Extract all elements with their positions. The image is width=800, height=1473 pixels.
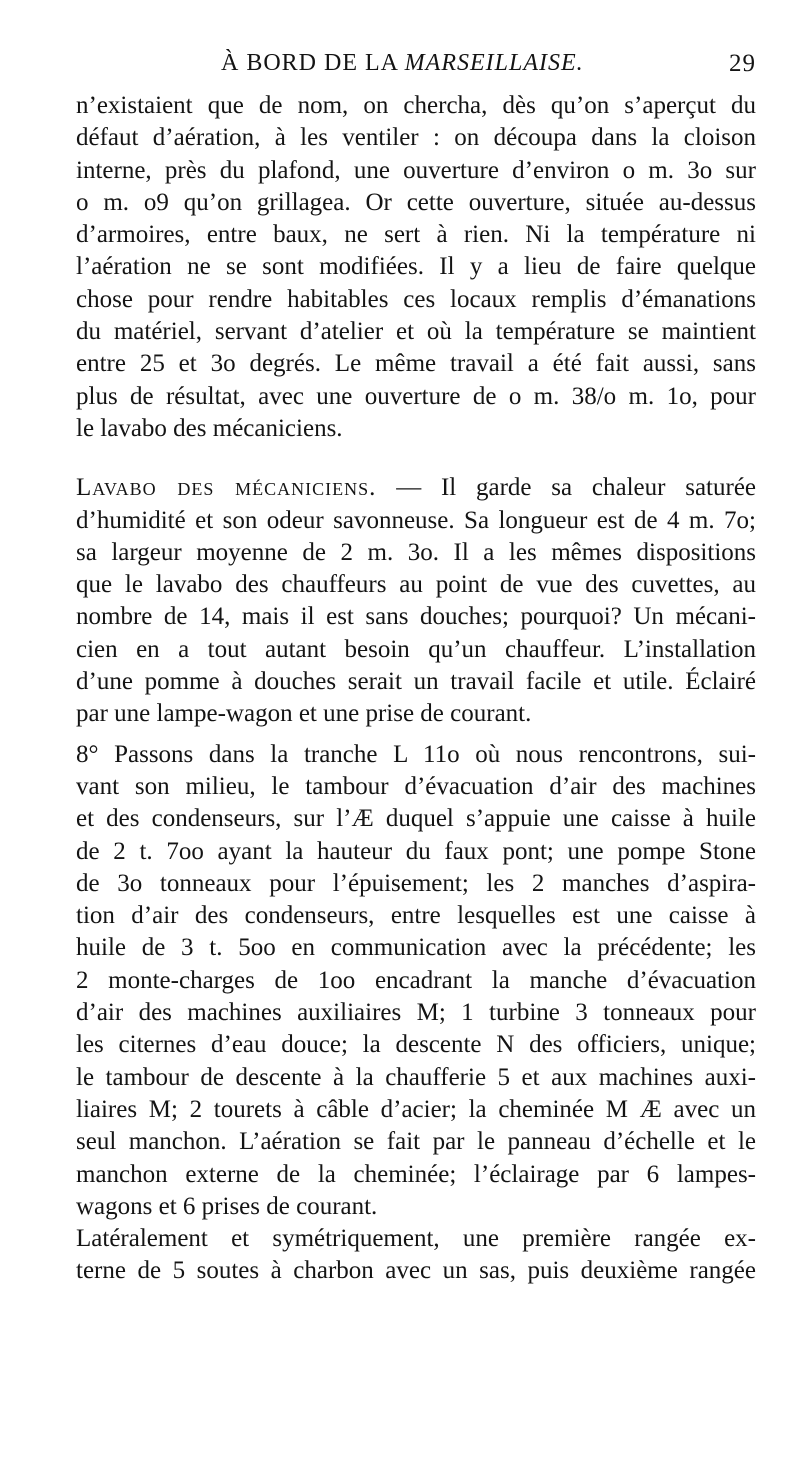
paragraph-soutes [76, 1223, 756, 1288]
text-line: d’humidité et son odeur savonneuse. Sa longueur est de 4 m. 7o; [76, 506, 756, 534]
text-line: n’existaient que de nom, on chercha, dès qu’on s’aperçut du [76, 92, 756, 119]
text-line: d’air des machines auxiliaires M; 1 turbine 3 tonneaux pour [76, 999, 756, 1027]
text-line: interne, près du plafond, une ouverture d’environ o m. 3o sur [76, 156, 756, 184]
text-line: de 2 t. 7oo ayant la hauteur du faux pont; une pompe Stone [76, 837, 756, 865]
paragraph-ventilation [76, 90, 756, 445]
text-line: sa largeur moyenne de 2 m. 3o. Il a les mêmes dispositions [76, 538, 756, 566]
text-line: nombre de 14, mais il est sans douches; pourquoi? Un mécani- [76, 603, 756, 631]
running-title-ship-name: MARSEILLAISE. [404, 50, 584, 76]
paragraph-gap [76, 731, 756, 739]
text-line: plus de résultat, avec une ouverture de o m. 38/o m. 1o, pour [76, 382, 756, 410]
text-line: et des condenseurs, sur l’Æ duquel s’appuie une caisse à huile [76, 805, 756, 833]
text-line-rest: — Il garde sa chaleur saturée [376, 474, 756, 502]
text-line: manchon externe de la cheminée; l’éclairage par 6 lampes- [76, 1160, 756, 1188]
text-line: défaut d’aération, à les ventiler : on découpa dans la cloison [76, 124, 756, 152]
text-line: terne de 5 soutes à charbon avec un sas, puis deuxième rangée [76, 1257, 756, 1285]
text-line: chose pour rendre habitables ces locaux remplis d’émanations [76, 285, 756, 313]
text-line: huile de 3 t. 5oo en communication avec la précédente; les [76, 934, 756, 962]
text-line: de 3o tonneaux pour l’épuisement; les 2 manches d’aspira- [76, 869, 756, 897]
text-line: l’aération ne se sont modifiées. Il y a lieu de faire quelque [76, 253, 756, 281]
running-title-prefix: À BORD DE LA [221, 50, 405, 76]
book-page [76, 50, 756, 1288]
text-line: 8° Passons dans la tranche L 11o où nous rencontrons, sui- [76, 740, 756, 768]
text-line: Latéralement et symétriquement, une première rangée ex- [76, 1225, 756, 1253]
text-line: le tambour de descente à la chaufferie 5 et aux machines auxi- [76, 1063, 756, 1091]
text-line: tion d’air des condenseurs, entre lesquelles est une caisse à [76, 902, 756, 930]
text-line: du matériel, servant d’atelier et où la température se maintient [76, 318, 756, 346]
running-head [76, 50, 756, 90]
text-line: 2 monte-charges de 1oo encadrant la manche d’évacuation [76, 966, 756, 994]
running-title [221, 50, 584, 77]
text-line: o m. o9 qu’on grillagea. Or cette ouverture, située au-dessus [76, 188, 756, 216]
paragraph-lavabo-mecaniciens [76, 472, 756, 730]
text-line: par une lampe-wagon et une prise de courant. [76, 700, 532, 728]
text-line: que le lavabo des chauffeurs au point de vue des cuvettes, au [76, 571, 756, 599]
page-number: 29 [729, 50, 756, 77]
text-line: vant son milieu, le tambour d’évacuation d’air des machines [76, 772, 756, 800]
section-lead: Lavabo des mécaniciens. [76, 474, 377, 502]
text-line: wagons et 6 prises de courant. [76, 1192, 378, 1220]
text-line: cien en a tout autant besoin qu’un chauffeur. L’installation [76, 635, 756, 663]
text-line: le lavabo des mécaniciens. [76, 414, 343, 442]
text-line: d’une pomme à douches serait un travail facile et utile. Éclairé [76, 668, 756, 696]
text-line: d’armoires, entre baux, ne sert à rien. Ni la température ni [76, 221, 756, 249]
text-line: entre 25 et 3o degrés. Le même travail a été fait aussi, sans [76, 350, 756, 378]
paragraph-tranche-l110 [76, 739, 756, 1223]
text-line: seul manchon. L’aération se fait par le panneau d’échelle et le [76, 1128, 756, 1156]
text-line: liaires M; 2 tourets à câble d’acier; la cheminée M Æ avec un [76, 1095, 756, 1123]
text-line [76, 472, 756, 504]
paragraph-gap [76, 445, 756, 472]
text-line: les citernes d’eau douce; la descente N des officiers, unique; [76, 1031, 756, 1059]
